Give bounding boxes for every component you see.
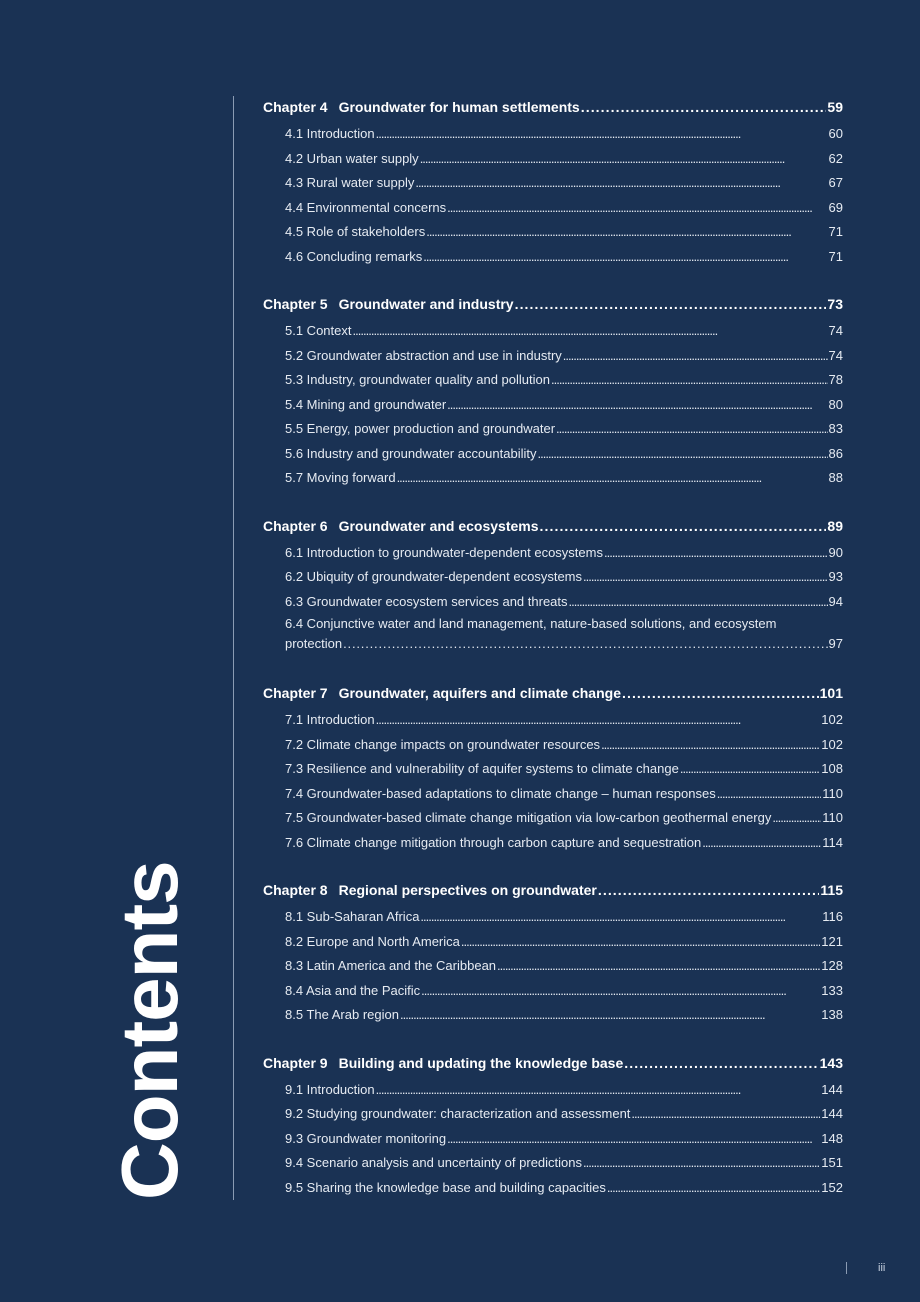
section-entry[interactable] <box>263 245 843 270</box>
section-title: 8.3 Latin America and the Caribbean <box>285 958 497 973</box>
section-entry[interactable] <box>263 565 843 590</box>
chapter-page: 101 <box>819 685 843 701</box>
dot-leader <box>538 442 828 467</box>
section-page: 116 <box>822 909 843 924</box>
dot-leader <box>421 979 820 1004</box>
section-title: 8.2 Europe and North America <box>285 933 460 949</box>
chapter-entry[interactable] <box>263 1053 843 1073</box>
section-entry[interactable] <box>263 1151 843 1176</box>
section-title: 5.3 Industry, groundwater quality and pollution <box>285 372 550 387</box>
section-page: 74 <box>828 347 843 363</box>
section-entry[interactable] <box>263 1078 843 1103</box>
dot-leader <box>400 1003 820 1028</box>
section-title: 5.1 Context <box>285 323 352 338</box>
section-title: 7.2 Climate change impacts on groundwater resources <box>285 736 601 752</box>
dot-leader <box>622 683 819 703</box>
section-title: 9.1 Introduction <box>285 1081 375 1097</box>
chapter-number: Chapter 8 <box>263 882 328 898</box>
section-entry[interactable] <box>263 733 843 758</box>
chapter-block <box>263 516 843 659</box>
section-page: 88 <box>828 470 843 485</box>
section-page: 71 <box>828 224 843 239</box>
section-page: 80 <box>828 396 843 412</box>
dot-leader <box>598 880 820 900</box>
section-entry[interactable] <box>263 979 843 1004</box>
section-title: 4.4 Environmental concerns <box>285 199 447 215</box>
section-title: 8.5 The Arab region <box>285 1007 399 1022</box>
chapter-number: Chapter 7 <box>263 685 328 701</box>
section-entry[interactable] <box>263 1102 843 1127</box>
section-page: 97 <box>828 636 843 651</box>
dot-leader <box>376 122 828 147</box>
section-title: 4.6 Concluding remarks <box>285 248 423 264</box>
dot-leader <box>497 954 820 979</box>
dot-leader <box>515 294 827 314</box>
section-page: 138 <box>821 1007 843 1022</box>
dot-leader <box>376 708 821 733</box>
section-entry[interactable] <box>263 122 843 147</box>
section-title: 5.4 Mining and groundwater <box>285 396 447 412</box>
dot-leader <box>551 368 828 393</box>
footer-divider <box>846 1262 847 1274</box>
chapter-title: Groundwater and ecosystems <box>338 517 539 534</box>
section-page: 144 <box>821 1081 843 1097</box>
dot-leader <box>601 733 820 758</box>
chapter-number: Chapter 4 <box>263 99 328 115</box>
section-title: 5.2 Groundwater abstraction and use in industry <box>285 347 562 363</box>
chapter-title: Groundwater, aquifers and climate change <box>338 685 621 701</box>
dot-leader <box>353 319 828 344</box>
section-title: 5.6 Industry and groundwater accountability <box>285 445 537 461</box>
chapter-block <box>263 1053 843 1201</box>
section-title: 9.2 Studying groundwater: characterization and assessment <box>285 1106 631 1121</box>
section-page: 69 <box>828 199 843 215</box>
section-page: 110 <box>822 810 843 825</box>
section-title: 5.7 Moving forward <box>285 470 396 485</box>
section-page: 108 <box>821 761 843 776</box>
chapter-block <box>263 683 843 855</box>
section-page: 102 <box>821 712 843 727</box>
chapter-page: 73 <box>827 296 843 312</box>
section-page: 78 <box>828 372 843 387</box>
dot-leader <box>702 831 821 856</box>
dot-leader <box>447 393 827 418</box>
section-title: 6.2 Ubiquity of groundwater-dependent ecosystems <box>285 569 583 584</box>
chapter-page: 143 <box>819 1054 843 1071</box>
section-entry[interactable] <box>263 757 843 782</box>
section-entry[interactable] <box>263 319 843 344</box>
dot-leader <box>447 1127 820 1152</box>
section-entry[interactable] <box>263 1003 843 1028</box>
chapter-title: Groundwater for human settlements <box>338 99 580 115</box>
section-page: 62 <box>828 150 843 166</box>
dot-leader <box>540 516 827 536</box>
section-page: 133 <box>821 982 843 998</box>
section-entry[interactable] <box>263 466 843 491</box>
section-title: 7.6 Climate change mitigation through carbon capture and sequestration <box>285 834 702 850</box>
section-page: 102 <box>821 736 843 752</box>
dot-leader <box>343 634 827 654</box>
dot-leader <box>772 806 821 831</box>
chapter-entry[interactable] <box>263 880 843 900</box>
section-title-continued: protection <box>285 636 343 651</box>
section-title: 7.5 Groundwater-based climate change mitigation via low-carbon geothermal energy <box>285 810 772 825</box>
chapter-number: Chapter 6 <box>263 517 328 534</box>
section-title: 4.2 Urban water supply <box>285 150 419 166</box>
chapter-number: Chapter 9 <box>263 1054 328 1071</box>
section-title: 4.5 Role of stakeholders <box>285 224 426 239</box>
section-title: 7.1 Introduction <box>285 712 375 727</box>
section-page: 110 <box>822 785 843 801</box>
dot-leader <box>583 1151 820 1176</box>
dot-leader <box>423 245 827 270</box>
section-title: 8.4 Asia and the Pacific <box>285 982 421 998</box>
chapter-title: Regional perspectives on groundwater <box>338 882 597 898</box>
dot-leader <box>563 344 828 369</box>
dot-leader <box>420 905 821 930</box>
section-page: 144 <box>821 1106 843 1121</box>
section-page: 152 <box>821 1179 843 1195</box>
chapter-entry[interactable] <box>263 516 843 536</box>
dot-leader <box>680 757 820 782</box>
section-title: 6.3 Groundwater ecosystem services and threats <box>285 593 568 609</box>
section-page: 94 <box>828 593 843 609</box>
section-page: 86 <box>828 445 843 461</box>
section-page: 83 <box>828 421 843 436</box>
section-entry[interactable] <box>263 905 843 930</box>
dot-leader <box>717 782 822 807</box>
contents-title: Contents <box>105 861 194 1200</box>
section-title: 8.1 Sub-Saharan Africa <box>285 909 420 924</box>
section-title: 9.3 Groundwater monitoring <box>285 1130 447 1146</box>
dot-leader <box>556 417 827 442</box>
section-page: 90 <box>828 544 843 560</box>
section-title: 4.1 Introduction <box>285 126 375 141</box>
section-title: 9.5 Sharing the knowledge base and building capacities <box>285 1179 606 1195</box>
section-page: 151 <box>821 1155 843 1170</box>
section-entry[interactable] <box>263 344 843 369</box>
section-entry[interactable] <box>263 954 843 979</box>
section-title: 4.3 Rural water supply <box>285 175 415 190</box>
dot-leader <box>607 1176 820 1201</box>
table-of-contents <box>263 97 843 1225</box>
dot-leader <box>604 541 828 566</box>
section-entry[interactable] <box>263 782 843 807</box>
section-page: 114 <box>822 834 843 850</box>
section-page: 128 <box>821 958 843 973</box>
chapter-entry[interactable] <box>263 294 843 314</box>
vertical-divider <box>233 96 234 1200</box>
section-entry[interactable] <box>263 806 843 831</box>
section-entry[interactable] <box>263 393 843 418</box>
section-title: 9.4 Scenario analysis and uncertainty of predictions <box>285 1155 583 1170</box>
chapter-entry[interactable] <box>263 97 843 117</box>
section-page: 93 <box>828 569 843 584</box>
section-page: 74 <box>828 323 843 338</box>
chapter-page: 89 <box>827 517 843 534</box>
dot-leader <box>447 196 827 221</box>
chapter-block <box>263 880 843 1028</box>
chapter-title: Building and updating the knowledge base <box>338 1054 624 1071</box>
section-title: 6.4 Conjunctive water and land management, nature-based solutions, and ecosystem <box>285 616 777 631</box>
chapter-page: 115 <box>820 882 843 898</box>
section-entry[interactable] <box>263 614 843 658</box>
section-entry[interactable] <box>263 417 843 442</box>
dot-leader <box>415 171 827 196</box>
chapter-title: Groundwater and industry <box>338 296 514 312</box>
dot-leader <box>631 1102 820 1127</box>
chapter-entry[interactable] <box>263 683 843 703</box>
chapter-block <box>263 294 843 491</box>
section-page: 121 <box>821 933 843 949</box>
section-title: 7.3 Resilience and vulnerability of aquifer systems to climate change <box>285 761 679 776</box>
section-entry[interactable] <box>263 147 843 172</box>
dot-leader <box>583 565 828 590</box>
dot-leader <box>569 590 828 615</box>
section-entry[interactable] <box>263 368 843 393</box>
dot-leader <box>397 466 828 491</box>
dot-leader <box>376 1078 821 1103</box>
dot-leader <box>581 97 827 117</box>
dot-leader <box>461 930 820 955</box>
section-title: 7.4 Groundwater-based adaptations to climate change – human responses <box>285 785 716 801</box>
section-entry[interactable] <box>263 196 843 221</box>
section-entry[interactable] <box>263 171 843 196</box>
page-number: iii <box>878 1262 886 1274</box>
chapter-page: 59 <box>827 99 843 115</box>
dot-leader <box>624 1053 818 1073</box>
section-title: 6.1 Introduction to groundwater-dependent ecosystems <box>285 544 603 560</box>
section-page: 71 <box>828 248 843 264</box>
section-page: 67 <box>828 175 843 190</box>
section-entry[interactable] <box>263 831 843 856</box>
section-entry[interactable] <box>263 708 843 733</box>
section-entry[interactable] <box>263 590 843 615</box>
section-title: 5.5 Energy, power production and groundwater <box>285 421 556 436</box>
section-entry[interactable] <box>263 1127 843 1152</box>
section-entry[interactable] <box>263 930 843 955</box>
dot-leader <box>420 147 828 172</box>
section-entry[interactable] <box>263 541 843 566</box>
chapter-block <box>263 97 843 269</box>
section-entry[interactable] <box>263 1176 843 1201</box>
section-entry[interactable] <box>263 220 843 245</box>
dot-leader <box>426 220 827 245</box>
chapter-number: Chapter 5 <box>263 296 328 312</box>
section-page: 60 <box>828 126 843 141</box>
section-page: 148 <box>821 1130 843 1146</box>
section-entry[interactable] <box>263 442 843 467</box>
